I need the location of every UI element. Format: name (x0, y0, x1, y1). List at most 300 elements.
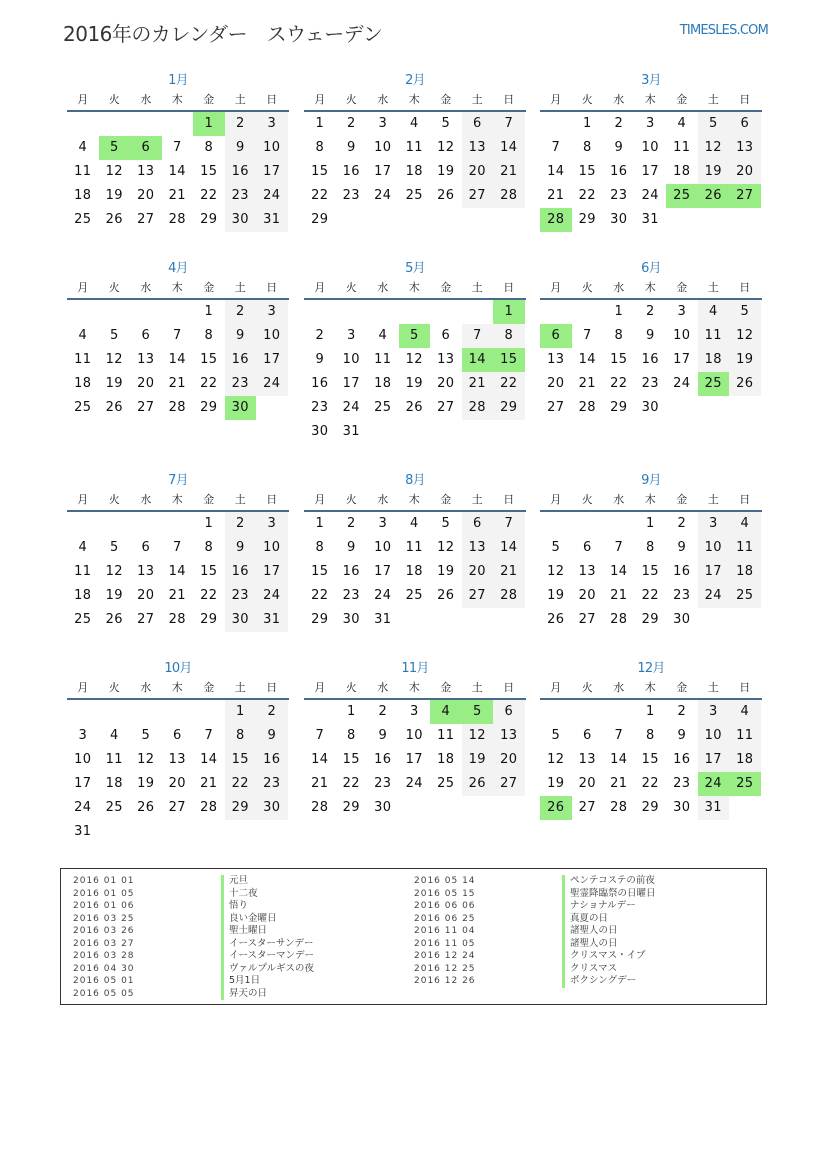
day-cell: 20 (547, 376, 565, 391)
month-block (67, 660, 289, 844)
day-cell: 4 (729, 700, 761, 724)
day-cell: 26 (105, 612, 123, 627)
day-cell: 23 (673, 776, 691, 791)
day-cell: 20 (437, 376, 455, 391)
legend-date: 2016 03 25 (73, 913, 135, 924)
day-cell: 28 (200, 800, 218, 815)
day-cell: 20 (578, 588, 596, 603)
day-cell: 26 (105, 212, 123, 227)
day-cell: 13 (137, 164, 155, 179)
day-cell: 6 (462, 112, 494, 136)
day-cell: 27 (578, 800, 596, 815)
day-cell: 27 (137, 612, 155, 627)
day-cell: 29 (641, 612, 659, 627)
day-cell: 10 (256, 136, 288, 160)
day-cell: 30 (342, 612, 360, 627)
month-name: 12月 (637, 661, 665, 676)
day-cell: 30 (673, 800, 691, 815)
day-cell: 3 (346, 328, 356, 343)
weekday-label: 水 (377, 93, 389, 106)
day-cell: 29 (641, 800, 659, 815)
day-cell: 19 (105, 376, 123, 391)
day-cell: 15 (342, 752, 360, 767)
weekday-label: 木 (171, 493, 183, 506)
day-cell: 9 (225, 536, 257, 560)
weekday-label: 水 (140, 493, 152, 506)
day-cell: 1 (204, 304, 214, 319)
weekday-label: 月 (77, 281, 89, 294)
holiday-day-cell: 26 (540, 796, 572, 820)
day-cell: 5 (109, 328, 119, 343)
day-cell: 3 (256, 112, 288, 136)
day-cell: 6 (493, 700, 525, 724)
legend-row (414, 938, 656, 951)
day-cell: 1 (614, 304, 624, 319)
day-cell: 16 (342, 164, 360, 179)
day-cell: 5 (551, 540, 561, 555)
weekday-header (67, 278, 289, 300)
day-cell: 27 (137, 400, 155, 415)
weekday-header (540, 90, 762, 112)
legend-row (414, 975, 656, 988)
day-cell: 6 (462, 512, 494, 536)
empty-cell (304, 700, 336, 724)
legend-holiday-name: ボクシングデー (562, 975, 636, 988)
day-cell: 12 (462, 724, 494, 748)
day-cell: 23 (610, 188, 628, 203)
day-cell: 17 (698, 748, 730, 772)
month-name: 5月 (405, 261, 425, 276)
day-cell: 7 (614, 540, 624, 555)
day-cell: 17 (641, 164, 659, 179)
legend-row (73, 888, 314, 901)
day-cell: 23 (673, 588, 691, 603)
day-cell: 22 (610, 376, 628, 391)
empty-cell (603, 512, 635, 536)
day-cell: 18 (74, 188, 92, 203)
empty-cell (99, 700, 131, 724)
day-cell: 24 (74, 800, 92, 815)
empty-cell (130, 700, 162, 724)
day-cell: 29 (610, 400, 628, 415)
day-cell: 7 (204, 728, 214, 743)
day-cell: 30 (311, 424, 329, 439)
day-cell: 9 (225, 324, 257, 348)
day-cell: 4 (378, 328, 388, 343)
empty-cell (130, 512, 162, 536)
weekday-label: 水 (377, 281, 389, 294)
empty-cell (67, 700, 99, 724)
day-cell: 10 (74, 752, 92, 767)
legend-date: 2016 03 27 (73, 938, 135, 949)
weekday-label: 水 (140, 281, 152, 294)
weekday-label: 金 (440, 493, 452, 506)
day-cell: 28 (493, 584, 525, 608)
weekday-label: 金 (676, 681, 688, 694)
legend-row (73, 900, 314, 913)
weekday-label: 木 (408, 281, 420, 294)
day-grid (540, 700, 762, 820)
day-cell: 2 (315, 328, 325, 343)
day-cell: 29 (578, 212, 596, 227)
day-cell: 29 (311, 212, 329, 227)
day-cell: 17 (74, 776, 92, 791)
day-cell: 2 (677, 704, 687, 719)
legend-holiday-name: 昇天の日 (221, 988, 267, 1001)
day-cell: 21 (311, 776, 329, 791)
day-cell: 4 (78, 328, 88, 343)
day-cell: 24 (698, 584, 730, 608)
day-cell: 20 (493, 748, 525, 772)
day-cell: 10 (698, 724, 730, 748)
weekday-header (304, 490, 526, 512)
weekday-header (67, 678, 289, 700)
weekday-label: 月 (77, 93, 89, 106)
day-cell: 23 (342, 588, 360, 603)
day-cell: 13 (137, 564, 155, 579)
month-block (540, 260, 762, 420)
weekday-label: 土 (471, 681, 483, 694)
day-cell: 5 (551, 728, 561, 743)
legend-date: 2016 12 25 (414, 963, 476, 974)
day-cell: 22 (225, 772, 257, 796)
day-cell: 16 (256, 748, 288, 772)
day-cell: 8 (614, 328, 624, 343)
weekday-label: 火 (108, 281, 120, 294)
day-cell: 3 (645, 116, 655, 131)
day-cell: 13 (547, 352, 565, 367)
day-cell: 19 (405, 376, 423, 391)
weekday-label: 金 (203, 281, 215, 294)
day-cell: 6 (582, 540, 592, 555)
day-grid (67, 112, 289, 232)
holiday-day-cell: 6 (540, 324, 572, 348)
day-cell: 25 (74, 400, 92, 415)
day-cell: 11 (374, 352, 392, 367)
day-cell: 27 (437, 400, 455, 415)
day-cell: 9 (677, 728, 687, 743)
day-cell: 14 (168, 352, 186, 367)
weekday-label: 木 (171, 681, 183, 694)
day-cell: 24 (673, 376, 691, 391)
day-cell: 30 (256, 796, 288, 820)
holiday-day-cell: 27 (729, 184, 761, 208)
day-cell: 4 (409, 516, 419, 531)
month-name: 3月 (641, 73, 661, 88)
empty-cell (462, 300, 494, 324)
legend-holiday-name: 5月1日 (221, 975, 260, 988)
day-cell: 16 (225, 560, 257, 584)
day-cell: 8 (645, 540, 655, 555)
day-cell: 18 (405, 164, 423, 179)
weekday-label: 金 (676, 281, 688, 294)
weekday-label: 土 (471, 281, 483, 294)
day-cell: 20 (168, 776, 186, 791)
day-cell: 24 (342, 400, 360, 415)
day-cell: 22 (311, 588, 329, 603)
day-cell: 23 (374, 776, 392, 791)
day-cell: 13 (462, 536, 494, 560)
day-cell: 17 (342, 376, 360, 391)
day-cell: 1 (582, 116, 592, 131)
day-cell: 28 (610, 612, 628, 627)
day-cell: 28 (168, 212, 186, 227)
day-cell: 31 (256, 208, 288, 232)
day-cell: 20 (462, 160, 494, 184)
day-cell: 18 (405, 564, 423, 579)
day-cell: 12 (437, 540, 455, 555)
empty-cell (67, 112, 99, 136)
day-cell: 8 (582, 140, 592, 155)
day-cell: 11 (405, 140, 423, 155)
day-cell: 12 (105, 564, 123, 579)
day-cell: 19 (437, 164, 455, 179)
month-name: 10月 (164, 661, 192, 676)
day-cell: 11 (437, 728, 455, 743)
day-cell: 15 (641, 564, 659, 579)
holiday-day-cell: 1 (493, 300, 525, 324)
day-cell: 6 (729, 112, 761, 136)
legend-holiday-name: クリスマス (562, 963, 617, 976)
empty-cell (304, 300, 336, 324)
month-block (304, 660, 526, 820)
day-cell: 7 (462, 324, 494, 348)
day-cell: 20 (462, 560, 494, 584)
day-cell: 25 (374, 400, 392, 415)
holiday-day-cell: 25 (666, 184, 698, 208)
day-cell: 2 (256, 700, 288, 724)
day-cell: 27 (462, 184, 494, 208)
day-grid (540, 112, 762, 232)
day-cell: 26 (105, 400, 123, 415)
legend-column-left (73, 875, 314, 1000)
brand-link[interactable]: TIMESLES.COM (679, 23, 768, 38)
day-cell: 9 (315, 352, 325, 367)
day-cell: 10 (374, 140, 392, 155)
day-cell: 1 (645, 704, 655, 719)
day-cell: 10 (342, 352, 360, 367)
day-cell: 4 (677, 116, 687, 131)
legend-holiday-name: 真夏の日 (562, 913, 608, 926)
day-cell: 22 (200, 188, 218, 203)
day-cell: 22 (200, 588, 218, 603)
day-cell: 27 (493, 772, 525, 796)
weekday-label: 水 (140, 93, 152, 106)
empty-cell (193, 700, 225, 724)
day-cell: 16 (225, 348, 257, 372)
day-cell: 17 (256, 160, 288, 184)
day-cell: 8 (204, 140, 214, 155)
weekday-label: 水 (613, 281, 625, 294)
month-block (67, 260, 289, 420)
day-cell: 19 (462, 748, 494, 772)
holiday-day-cell: 4 (430, 700, 462, 724)
day-grid (67, 512, 289, 632)
day-cell: 31 (641, 212, 659, 227)
day-cell: 31 (74, 824, 92, 839)
weekday-label: 土 (471, 493, 483, 506)
day-cell: 22 (641, 588, 659, 603)
weekday-label: 水 (140, 681, 152, 694)
day-cell: 15 (200, 352, 218, 367)
weekday-label: 火 (581, 493, 593, 506)
day-cell: 24 (405, 776, 423, 791)
day-cell: 12 (405, 352, 423, 367)
month-name: 2月 (405, 73, 425, 88)
legend-row (414, 963, 656, 976)
empty-cell (540, 512, 572, 536)
holiday-day-cell: 30 (225, 396, 257, 420)
day-cell: 21 (610, 588, 628, 603)
day-cell: 3 (78, 728, 88, 743)
weekday-label: 土 (707, 493, 719, 506)
day-cell: 10 (256, 536, 288, 560)
day-cell: 3 (698, 512, 730, 536)
empty-cell (399, 300, 431, 324)
day-cell: 18 (729, 560, 761, 584)
day-cell: 4 (78, 540, 88, 555)
day-cell: 26 (729, 372, 761, 396)
weekday-label: 日 (266, 93, 278, 106)
legend-date: 2016 11 04 (414, 926, 476, 936)
day-cell: 22 (578, 188, 596, 203)
weekday-label: 木 (171, 93, 183, 106)
weekday-label: 水 (613, 681, 625, 694)
day-cell: 16 (673, 564, 691, 579)
weekday-label: 日 (503, 493, 515, 506)
day-grid (304, 512, 526, 632)
weekday-label: 月 (77, 493, 89, 506)
day-cell: 28 (168, 612, 186, 627)
day-cell: 25 (105, 800, 123, 815)
day-cell: 28 (462, 396, 494, 420)
legend-date: 2016 05 14 (414, 876, 476, 886)
day-cell: 20 (578, 776, 596, 791)
day-cell: 29 (200, 612, 218, 627)
weekday-label: 日 (739, 93, 751, 106)
weekday-label: 木 (408, 493, 420, 506)
day-cell: 25 (405, 188, 423, 203)
day-cell: 24 (256, 372, 288, 396)
day-cell: 1 (225, 700, 257, 724)
day-cell: 2 (225, 112, 257, 136)
day-cell: 8 (225, 724, 257, 748)
day-cell: 29 (200, 212, 218, 227)
day-cell: 16 (641, 352, 659, 367)
legend-row (414, 913, 656, 926)
empty-cell (572, 512, 604, 536)
weekday-label: 火 (581, 281, 593, 294)
legend-row (73, 963, 314, 976)
weekday-label: 金 (676, 493, 688, 506)
day-cell: 18 (74, 588, 92, 603)
weekday-label: 火 (108, 93, 120, 106)
month-name: 9月 (641, 473, 661, 488)
weekday-label: 月 (550, 281, 562, 294)
weekday-label: 木 (644, 93, 656, 106)
day-cell: 9 (256, 724, 288, 748)
weekday-label: 月 (550, 681, 562, 694)
empty-cell (603, 700, 635, 724)
weekday-label: 金 (676, 93, 688, 106)
day-cell: 14 (168, 164, 186, 179)
weekday-label: 水 (377, 681, 389, 694)
day-cell: 4 (698, 300, 730, 324)
day-cell: 22 (342, 776, 360, 791)
weekday-header (67, 490, 289, 512)
day-cell: 26 (437, 588, 455, 603)
month-block (67, 472, 289, 632)
legend-date: 2016 04 30 (73, 963, 135, 974)
day-cell: 7 (172, 328, 182, 343)
day-cell: 5 (441, 516, 451, 531)
day-cell: 27 (462, 584, 494, 608)
month-block (540, 72, 762, 232)
day-cell: 13 (578, 752, 596, 767)
weekday-header (67, 90, 289, 112)
weekday-label: 火 (345, 681, 357, 694)
month-name: 4月 (168, 261, 188, 276)
day-cell: 4 (78, 140, 88, 155)
day-cell: 26 (137, 800, 155, 815)
day-cell: 12 (547, 564, 565, 579)
day-cell: 26 (547, 612, 565, 627)
legend-date: 2016 03 28 (73, 951, 135, 961)
day-cell: 19 (437, 564, 455, 579)
legend-holiday-name: ナショナルデー (562, 900, 636, 913)
day-cell: 16 (225, 160, 257, 184)
weekday-label: 月 (314, 93, 326, 106)
day-cell: 14 (493, 136, 525, 160)
weekday-label: 金 (203, 93, 215, 106)
day-cell: 31 (342, 424, 360, 439)
day-cell: 13 (493, 724, 525, 748)
weekday-label: 火 (108, 681, 120, 694)
weekday-header (540, 678, 762, 700)
day-cell: 31 (256, 608, 288, 632)
day-cell: 11 (673, 140, 691, 155)
day-cell: 29 (311, 612, 329, 627)
day-cell: 2 (614, 116, 624, 131)
day-cell: 7 (582, 328, 592, 343)
legend-holiday-name: 諸聖人の日 (562, 925, 618, 938)
day-cell: 18 (729, 748, 761, 772)
day-cell: 9 (645, 328, 655, 343)
weekday-label: 水 (613, 93, 625, 106)
day-cell: 2 (225, 512, 257, 536)
legend-row (73, 913, 314, 926)
day-cell: 16 (374, 752, 392, 767)
day-cell: 29 (225, 796, 257, 820)
day-cell: 5 (698, 112, 730, 136)
day-cell: 16 (673, 752, 691, 767)
weekday-label: 金 (440, 281, 452, 294)
day-cell: 3 (378, 116, 388, 131)
day-cell: 18 (437, 752, 455, 767)
day-cell: 12 (698, 136, 730, 160)
day-cell: 23 (225, 584, 257, 608)
day-cell: 2 (346, 116, 356, 131)
day-cell: 19 (105, 588, 123, 603)
day-cell: 9 (378, 728, 388, 743)
day-cell: 13 (578, 564, 596, 579)
day-cell: 1 (645, 516, 655, 531)
day-cell: 5 (729, 300, 761, 324)
weekday-label: 土 (234, 281, 246, 294)
weekday-label: 火 (345, 281, 357, 294)
day-grid (67, 300, 289, 420)
day-cell: 23 (311, 400, 329, 415)
